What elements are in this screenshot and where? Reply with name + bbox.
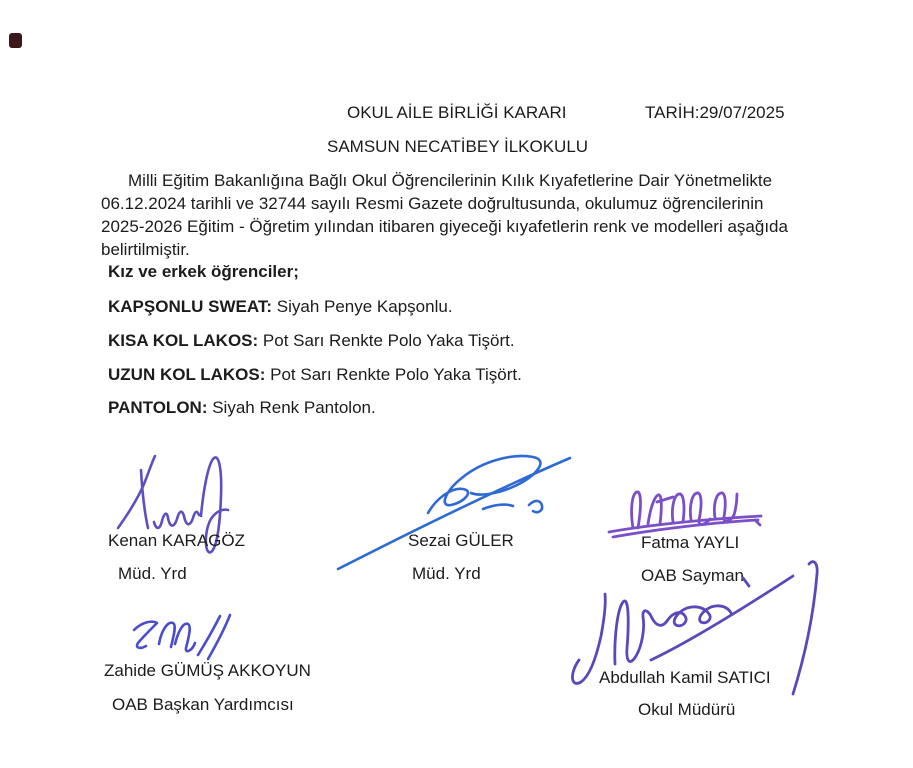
scan-artifact <box>9 33 22 48</box>
clothing-item <box>108 297 453 317</box>
body-paragraph <box>101 169 817 261</box>
clothing-item <box>108 365 522 385</box>
item-text: Pot Sarı Renkte Polo Yaka Tişört. <box>270 365 522 384</box>
paragraph-line: 2025-2026 Eğitim - Öğretim yılından itibaren giyeceği kıyafetlerin renk ve modelleri aşağıda <box>101 217 788 236</box>
signatory-title: Müd. Yrd <box>118 564 187 583</box>
clothing-item <box>108 398 376 418</box>
signatory-title: OAB Başkan Yardımcısı <box>112 695 294 714</box>
item-text: Siyah Penye Kapşonlu. <box>276 297 453 316</box>
signature-handwriting <box>333 447 581 575</box>
signatory-title: Okul Müdürü <box>638 700 736 719</box>
signatory-title: Müd. Yrd <box>412 564 481 583</box>
item-label: KAPŞONLU SWEAT: <box>108 297 273 316</box>
item-text: Siyah Renk Pantolon. <box>212 398 376 417</box>
signatory-title: OAB Sayman <box>641 566 744 585</box>
school-name: SAMSUN NECATİBEY İLKOKULU <box>327 137 589 156</box>
signatory-name: Abdullah Kamil SATICI <box>599 668 771 687</box>
signatory-name: Kenan KARAGÖZ <box>108 531 246 550</box>
signatory-name: Fatma YAYLI <box>641 533 740 552</box>
signatory-name: Zahide GÜMÜŞ AKKOYUN <box>104 661 311 680</box>
signatory-name: Sezai GÜLER <box>408 531 514 550</box>
document-date: TARİH:29/07/2025 <box>645 103 785 122</box>
item-label: PANTOLON: <box>108 398 208 417</box>
paragraph-line: 06.12.2024 tarihli ve 32744 sayılı Resmi Gazete doğrultusunda, okulumuz öğrencilerinin <box>101 194 764 213</box>
clothing-item <box>108 331 515 351</box>
item-label: UZUN KOL LAKOS: <box>108 365 266 384</box>
paragraph-line: belirtilmiştir. <box>101 240 190 259</box>
item-text: Pot Sarı Renkte Polo Yaka Tişört. <box>262 331 515 350</box>
document-title: OKUL AİLE BİRLİĞİ KARARI <box>347 103 567 122</box>
paragraph-line: Milli Eğitim Bakanlığına Bağlı Okul Öğrencilerinin Kılık Kıyafetlerine Dair Yönetmelikte <box>128 171 773 190</box>
students-heading: Kız ve erkek öğrenciler; <box>108 262 299 281</box>
signature-handwriting <box>126 610 248 668</box>
item-label: KISA KOL LAKOS: <box>108 331 259 350</box>
